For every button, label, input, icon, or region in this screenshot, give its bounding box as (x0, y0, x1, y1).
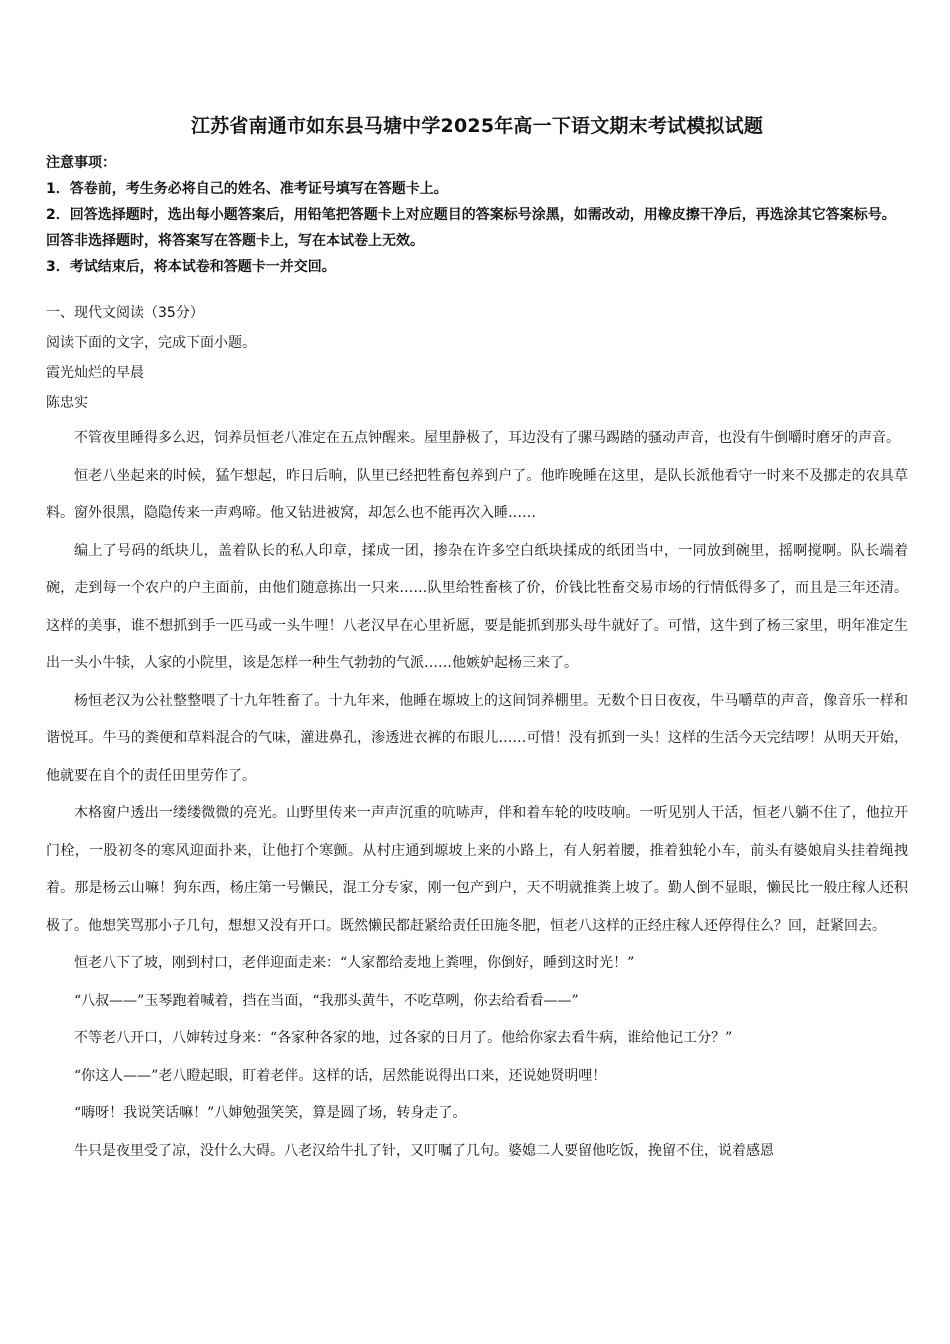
paragraph: “你这人——”老八瞪起眼，盯着老伴。这样的话，居然能说得出口来，还说她贤明哩！ (74, 1067, 607, 1084)
paragraph: 杨恒老汉为公社整整喂了十九年牲畜了。十九年来，他睡在塬坡上的这间饲养棚里。无数个日日夜夜，牛马嚼草的声音，像音乐一样和谐悦耳。牛马的粪便和草料混合的气味，灌进鼻孔，渗透进衣裤的布眼儿……可惜！没有抓到一头！这样的生活今天完结啰！从明天开始，他就要在自个的责任田里劳作了。 (46, 692, 908, 784)
article-title: 霞光灿烂的早晨 (46, 365, 144, 381)
article-author: 陈忠实 (46, 395, 88, 411)
notes-item-3: 3．考试结束后，将本试卷和答题卡一并交回。 (46, 259, 336, 275)
paragraph: 恒老八坐起来的时候，猛乍想起，昨日后晌，队里已经把牲畜包养到户了。他昨晚睡在这里，是队长派他看守一时来不及挪走的农具草料。窗外很黑，隐隐传来一声鸡啼。他又钻进被窝，却怎么也不能再次入睡…… (46, 467, 908, 521)
section-instruction: 阅读下面的文字，完成下面小题。 (46, 335, 256, 351)
paragraph: 编上了号码的纸块儿，盖着队长的私人印章，揉成一团，掺杂在许多空白纸块揉成的纸团当中，一同放到碗里，摇啊搅啊。队长端着碗，走到每一个农户的户主面前，由他们随意拣出一只来……队里给牲畜核了价，价钱比牲畜交易市场的行情低得多了，而且是三年还清。这样的美事，谁不想抓到手一匹马或一头牛哩！八老汉早在心里祈愿，要是能抓到那头母牛就好了。可惜，这牛到了杨三家里，明年准定生出一头小牛犊，人家的小院里，该是怎样一种生气勃勃的气派……他嫉妒起杨三来了。 (46, 542, 908, 671)
article-body (46, 420, 908, 1170)
paragraph: 木格窗户透出一缕缕微微的亮光。山野里传来一声声沉重的吭哧声，伴和着车轮的吱吱响。一听见别人干活，恒老八躺不住了，他拉开门栓，一股初冬的寒风迎面扑来，让他打个寒颤。从村庄通到塬坡上来的小路上，有人躬着腰，推着独轮小车，前头有婆娘肩头挂着绳拽着。那是杨云山嘛！狗东西，杨庄第一号懒民，混工分专家，刚一包产到户，天不明就推粪上坡了。勤人倒不显眼，懒民比一般庄稼人还积极了。他想笑骂那小子几句，想想又没有开口。既然懒民都赶紧给责任田施冬肥，恒老八这样的正经庄稼人还停得住么？回，赶紧回去。 (46, 805, 908, 934)
paragraph: 牛只是夜里受了凉，没什么大碍。八老汉给牛扎了针，又叮嘱了几句。婆媳二人要留他吃饭，挽留不住，说着感恩 (74, 1142, 774, 1159)
paragraph: “八叔——”玉琴跑着喊着，挡在当面，“我那头黄牛，不吃草咧，你去给看看——” (74, 992, 579, 1009)
reading-section (46, 298, 908, 418)
paragraph: “嗨呀！我说笑话嘛！”八婶勉强笑笑，算是圆了场，转身走了。 (74, 1105, 467, 1121)
notes-item-2: 2．回答选择题时，选出每小题答案后，用铅笔把答题卡上对应题目的答案标号涂黑，如需改动，用橡皮擦干净后，再选涂其它答案标号。回答非选择题时，将答案写在答题卡上，写在本试卷上无效。 (46, 207, 896, 249)
page-title: 江苏省南通市如东县马塘中学2025年高一下语文期末考试模拟试题 (190, 115, 764, 137)
paragraph: 不等老八开口，八婶转过身来：“各家种各家的地，过各家的日月了。他给你家去看牛病，谁给他记工分？” (74, 1030, 733, 1046)
section-heading: 一、现代文阅读（35分） (46, 305, 204, 321)
paragraph: 恒老八下了坡，刚到村口，老伴迎面走来：“人家都给麦地上粪哩，你倒好，睡到这时光！” (74, 955, 635, 971)
notes-item-1: 1．答卷前，考生务必将自己的姓名、准考证号填写在答题卡上。 (46, 181, 448, 197)
notes-heading: 注意事项： (46, 155, 116, 171)
notes-block (46, 150, 908, 280)
paragraph: 不管夜里睡得多么迟，饲养员恒老八准定在五点钟醒来。屋里静极了，耳边没有了骡马踢踏的骚动声音，也没有牛倒嚼时磨牙的声音。 (74, 430, 900, 446)
